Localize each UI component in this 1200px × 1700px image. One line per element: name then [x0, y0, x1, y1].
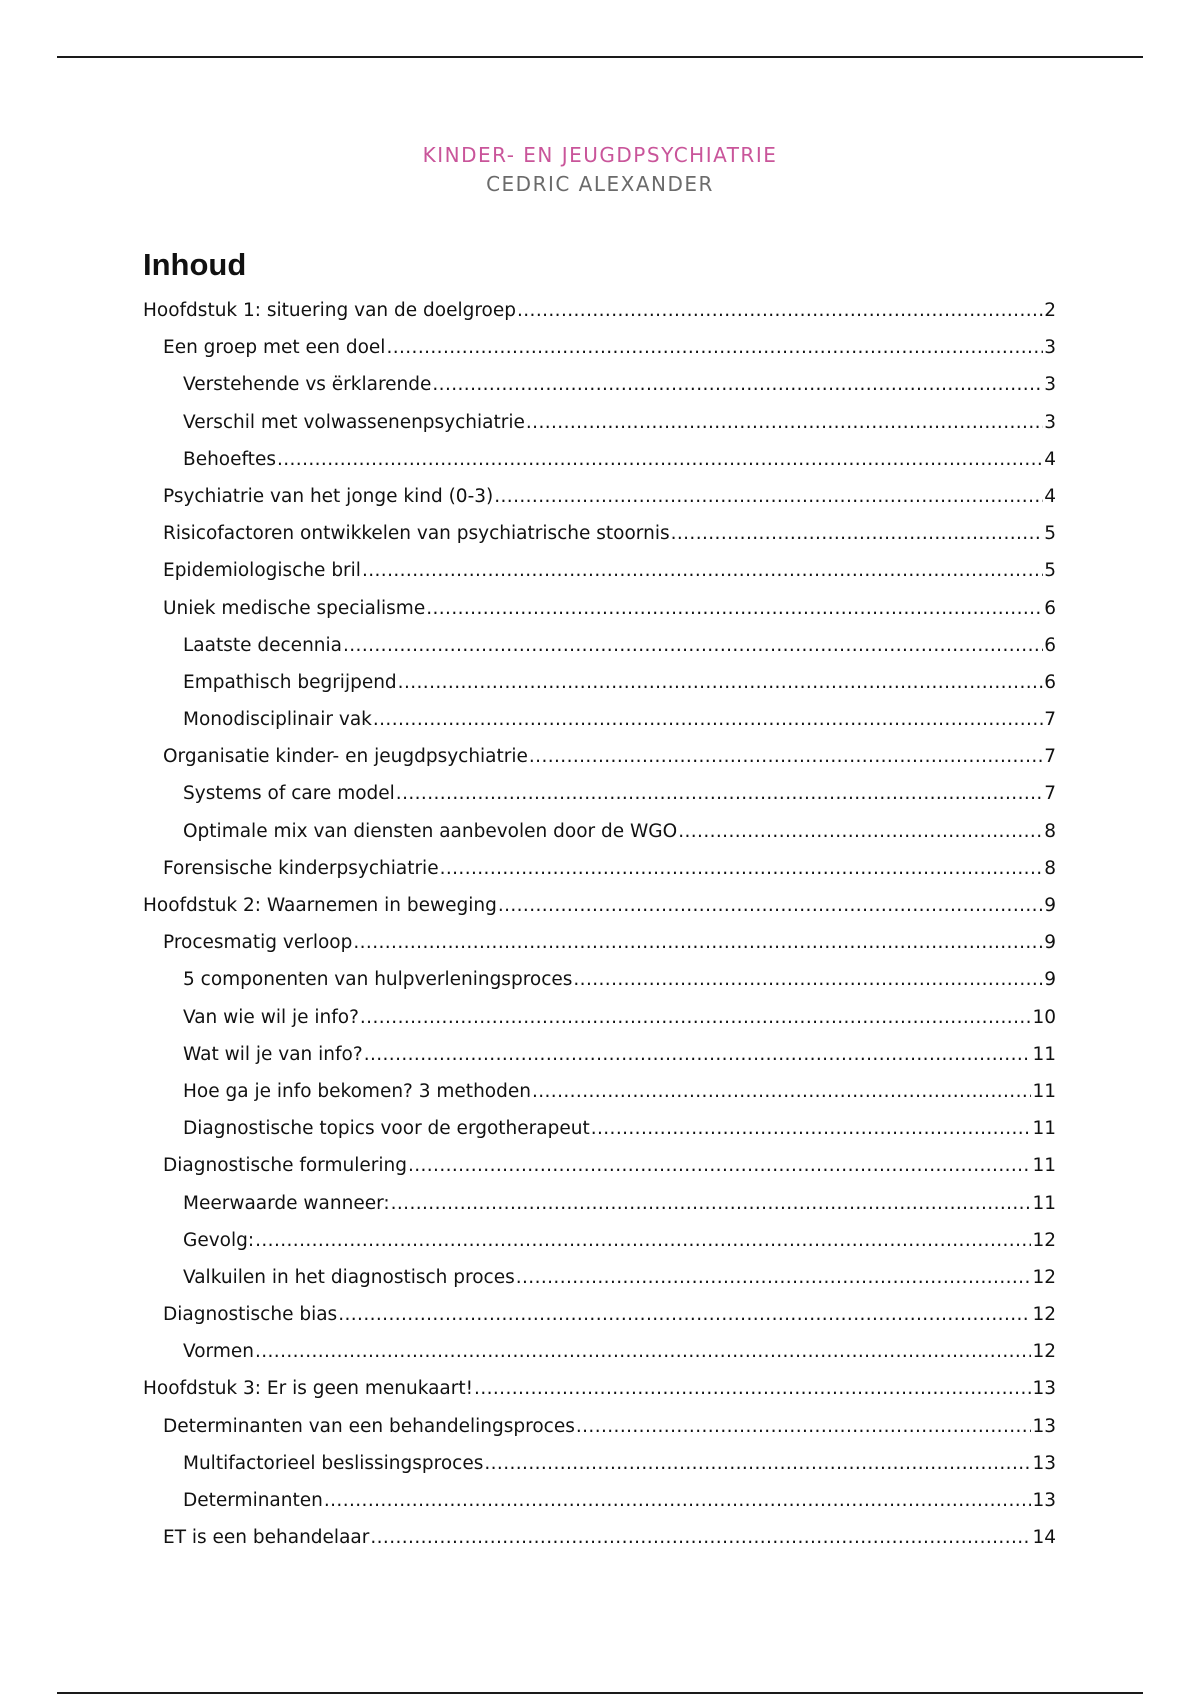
- toc-entry-page-number: 8: [1044, 857, 1056, 879]
- dot-leader: [338, 1304, 1031, 1325]
- toc-entry-page-number: 11: [1032, 1080, 1056, 1102]
- toc-entry-label: Empathisch begrijpend: [183, 671, 397, 693]
- toc-entry-label: Risicofactoren ontwikkelen van psychiatrische stoornis: [163, 523, 670, 545]
- toc-entry[interactable]: [143, 746, 1056, 783]
- toc-entry[interactable]: [143, 1267, 1056, 1304]
- toc-entry-page-number: 9: [1044, 932, 1056, 954]
- dot-leader: [432, 374, 1043, 395]
- toc-entry[interactable]: [143, 449, 1056, 486]
- toc-entry-page-number: 7: [1044, 746, 1056, 768]
- dot-leader: [576, 1416, 1032, 1437]
- toc-entry[interactable]: [143, 821, 1056, 858]
- toc-entry-page-number: 11: [1032, 1118, 1056, 1140]
- toc-entry-label: Diagnostische bias: [163, 1304, 338, 1326]
- toc-entry-label: Vormen: [183, 1341, 254, 1363]
- dot-leader: [573, 969, 1043, 990]
- toc-entry-label: Determinanten van een behandelingsproces: [163, 1415, 575, 1437]
- toc-entry-label: Hoofdstuk 3: Er is geen menukaart!: [143, 1378, 474, 1400]
- toc-entry-page-number: 4: [1044, 448, 1056, 470]
- toc-entry[interactable]: [143, 598, 1056, 635]
- toc-entry-page-number: 3: [1044, 374, 1056, 396]
- toc-entry-label: Valkuilen in het diagnostisch proces: [183, 1266, 515, 1288]
- toc-entry-label: Multifactorieel beslissingsproces: [183, 1452, 484, 1474]
- dot-leader: [532, 1081, 1031, 1102]
- toc-entry-label: Hoofdstuk 2: Waarnemen in beweging: [143, 895, 497, 916]
- toc-entry-label: Forensische kinderpsychiatrie: [163, 857, 439, 879]
- toc-entry[interactable]: [143, 783, 1056, 820]
- toc-entry[interactable]: [143, 486, 1056, 523]
- toc-entry-page-number: 3: [1044, 411, 1056, 433]
- toc-entry[interactable]: [143, 1416, 1056, 1453]
- dot-leader: [391, 1193, 1032, 1214]
- toc-entry-label: Wat wil je van info?: [183, 1043, 363, 1065]
- dot-leader: [353, 932, 1043, 953]
- dot-leader: [474, 1378, 1031, 1399]
- toc-entry-label: Laatste decennia: [183, 634, 342, 656]
- dot-leader: [494, 486, 1043, 507]
- toc-entry[interactable]: [143, 1304, 1056, 1341]
- toc-entry-page-number: 5: [1044, 523, 1056, 545]
- toc-entry-label: Epidemiologische bril: [163, 560, 361, 582]
- toc-entry[interactable]: [143, 1341, 1056, 1378]
- toc-entry-label: Een groep met een doel: [163, 337, 386, 359]
- dot-leader: [386, 337, 1043, 358]
- dot-leader: [591, 1118, 1032, 1139]
- dot-leader: [370, 1527, 1031, 1548]
- toc-entry-label: Gevolg:: [183, 1229, 255, 1251]
- toc-entry-label: Determinanten: [183, 1490, 323, 1511]
- toc-entry-label: Behoeftes: [183, 448, 276, 470]
- toc-entry-page-number: 6: [1044, 597, 1056, 619]
- toc-entry-label: Diagnostische formulering: [163, 1155, 407, 1177]
- toc-entry[interactable]: [143, 1527, 1056, 1564]
- toc-entry[interactable]: [143, 1193, 1056, 1230]
- toc-entry-page-number: 9: [1044, 969, 1056, 991]
- dot-leader: [516, 1267, 1032, 1288]
- toc-entry-page-number: 12: [1032, 1304, 1056, 1326]
- dot-leader: [426, 598, 1043, 619]
- toc-entry[interactable]: [143, 895, 1056, 932]
- toc-entry-label: Uniek medische specialisme: [163, 597, 426, 619]
- dot-leader: [343, 635, 1043, 656]
- toc-entry-page-number: 9: [1044, 895, 1056, 916]
- toc-entry-page-number: 6: [1044, 671, 1056, 693]
- toc-entry-page-number: 13: [1032, 1378, 1056, 1400]
- toc-entry[interactable]: [143, 1378, 1056, 1415]
- toc-entry-label: Hoofdstuk 1: situering van de doelgroep: [143, 300, 516, 321]
- dot-leader: [484, 1453, 1031, 1474]
- toc-entry-label: Optimale mix van diensten aanbevolen door de WGO: [183, 820, 678, 842]
- dot-leader: [373, 709, 1043, 730]
- toc-entry-page-number: 13: [1032, 1452, 1056, 1474]
- toc-entry[interactable]: [143, 560, 1056, 597]
- toc-entry[interactable]: [143, 969, 1056, 1006]
- toc-entry[interactable]: [143, 412, 1056, 449]
- toc-entry[interactable]: [143, 1453, 1056, 1490]
- dot-leader: [360, 1007, 1032, 1028]
- dot-leader: [526, 412, 1043, 433]
- toc-entry-label: Diagnostische topics voor de ergotherapeut: [183, 1118, 590, 1140]
- toc-entry-page-number: 12: [1032, 1266, 1056, 1288]
- toc-entry-page-number: 5: [1044, 560, 1056, 582]
- toc-entry[interactable]: [143, 374, 1056, 411]
- toc-entry[interactable]: [143, 1044, 1056, 1081]
- toc-entry-label: ET is een behandelaar: [163, 1527, 370, 1549]
- dot-leader: [678, 821, 1043, 842]
- dot-leader: [498, 895, 1043, 916]
- toc-entry[interactable]: [143, 1155, 1056, 1192]
- dot-leader: [529, 746, 1043, 767]
- toc-entry-label: Verstehende vs ërklarende: [183, 374, 432, 396]
- header-rule: [57, 56, 1143, 58]
- toc-entry[interactable]: [143, 1007, 1056, 1044]
- dot-leader: [255, 1230, 1031, 1251]
- toc-entry-label: Procesmatig verloop: [163, 932, 353, 954]
- dot-leader: [277, 449, 1043, 470]
- dot-leader: [324, 1490, 1032, 1511]
- toc-entry[interactable]: [143, 1081, 1056, 1118]
- toc-entry-label: Organisatie kinder- en jeugdpsychiatrie: [163, 746, 528, 768]
- toc-entry-page-number: 3: [1044, 337, 1056, 359]
- toc-entry-page-number: 6: [1044, 634, 1056, 656]
- toc-entry[interactable]: [143, 858, 1056, 895]
- toc-entry-page-number: 11: [1032, 1155, 1056, 1177]
- toc-entry[interactable]: [143, 932, 1056, 969]
- toc-entry-page-number: 4: [1044, 485, 1056, 507]
- table-of-contents: [143, 300, 1056, 1564]
- dot-leader: [398, 672, 1044, 693]
- dot-leader: [396, 783, 1043, 804]
- toc-entry[interactable]: [143, 635, 1056, 672]
- toc-entry-label: Psychiatrie van het jonge kind (0-3): [163, 485, 494, 507]
- dot-leader: [671, 523, 1044, 544]
- toc-entry-label: Monodisciplinair vak: [183, 709, 372, 731]
- toc-entry[interactable]: [143, 1230, 1056, 1267]
- toc-entry[interactable]: [143, 709, 1056, 746]
- dot-leader: [440, 858, 1044, 879]
- dot-leader: [255, 1341, 1032, 1362]
- toc-entry-label: Van wie wil je info?: [183, 1006, 359, 1028]
- dot-leader: [364, 1044, 1032, 1065]
- toc-heading: Inhoud: [143, 247, 247, 282]
- toc-entry-label: 5 componenten van hulpverleningsproces: [183, 969, 573, 991]
- footer-rule: [57, 1692, 1143, 1694]
- toc-entry-page-number: 7: [1044, 783, 1056, 805]
- dot-leader: [517, 300, 1043, 321]
- toc-entry-label: Meerwaarde wanneer:: [183, 1192, 390, 1214]
- toc-entry-page-number: 8: [1044, 820, 1056, 842]
- toc-entry-page-number: 12: [1032, 1229, 1056, 1251]
- toc-entry-page-number: 11: [1032, 1043, 1056, 1065]
- toc-entry-page-number: 10: [1032, 1006, 1056, 1028]
- toc-entry[interactable]: [143, 337, 1056, 374]
- toc-entry[interactable]: [143, 1118, 1056, 1155]
- toc-entry-page-number: 11: [1032, 1192, 1056, 1214]
- toc-entry[interactable]: [143, 523, 1056, 560]
- toc-entry-label: Hoe ga je info bekomen? 3 methoden: [183, 1080, 531, 1102]
- toc-entry[interactable]: [143, 300, 1056, 337]
- toc-entry-page-number: 12: [1032, 1341, 1056, 1363]
- toc-entry-page-number: 13: [1032, 1490, 1056, 1511]
- toc-entry-label: Systems of care model: [183, 783, 395, 805]
- toc-entry-page-number: 14: [1032, 1527, 1056, 1549]
- dot-leader: [362, 560, 1043, 581]
- toc-entry[interactable]: [143, 1490, 1056, 1527]
- document-title: KINDER- EN JEUGDPSYCHIATRIE: [422, 143, 778, 167]
- toc-entry-label: Verschil met volwassenenpsychiatrie: [183, 411, 525, 433]
- toc-entry-page-number: 13: [1032, 1415, 1056, 1437]
- toc-entry-page-number: 2: [1044, 300, 1056, 321]
- toc-entry-page-number: 7: [1044, 709, 1056, 731]
- dot-leader: [408, 1155, 1032, 1176]
- document-author: CEDRIC ALEXANDER: [486, 172, 714, 196]
- toc-entry[interactable]: [143, 672, 1056, 709]
